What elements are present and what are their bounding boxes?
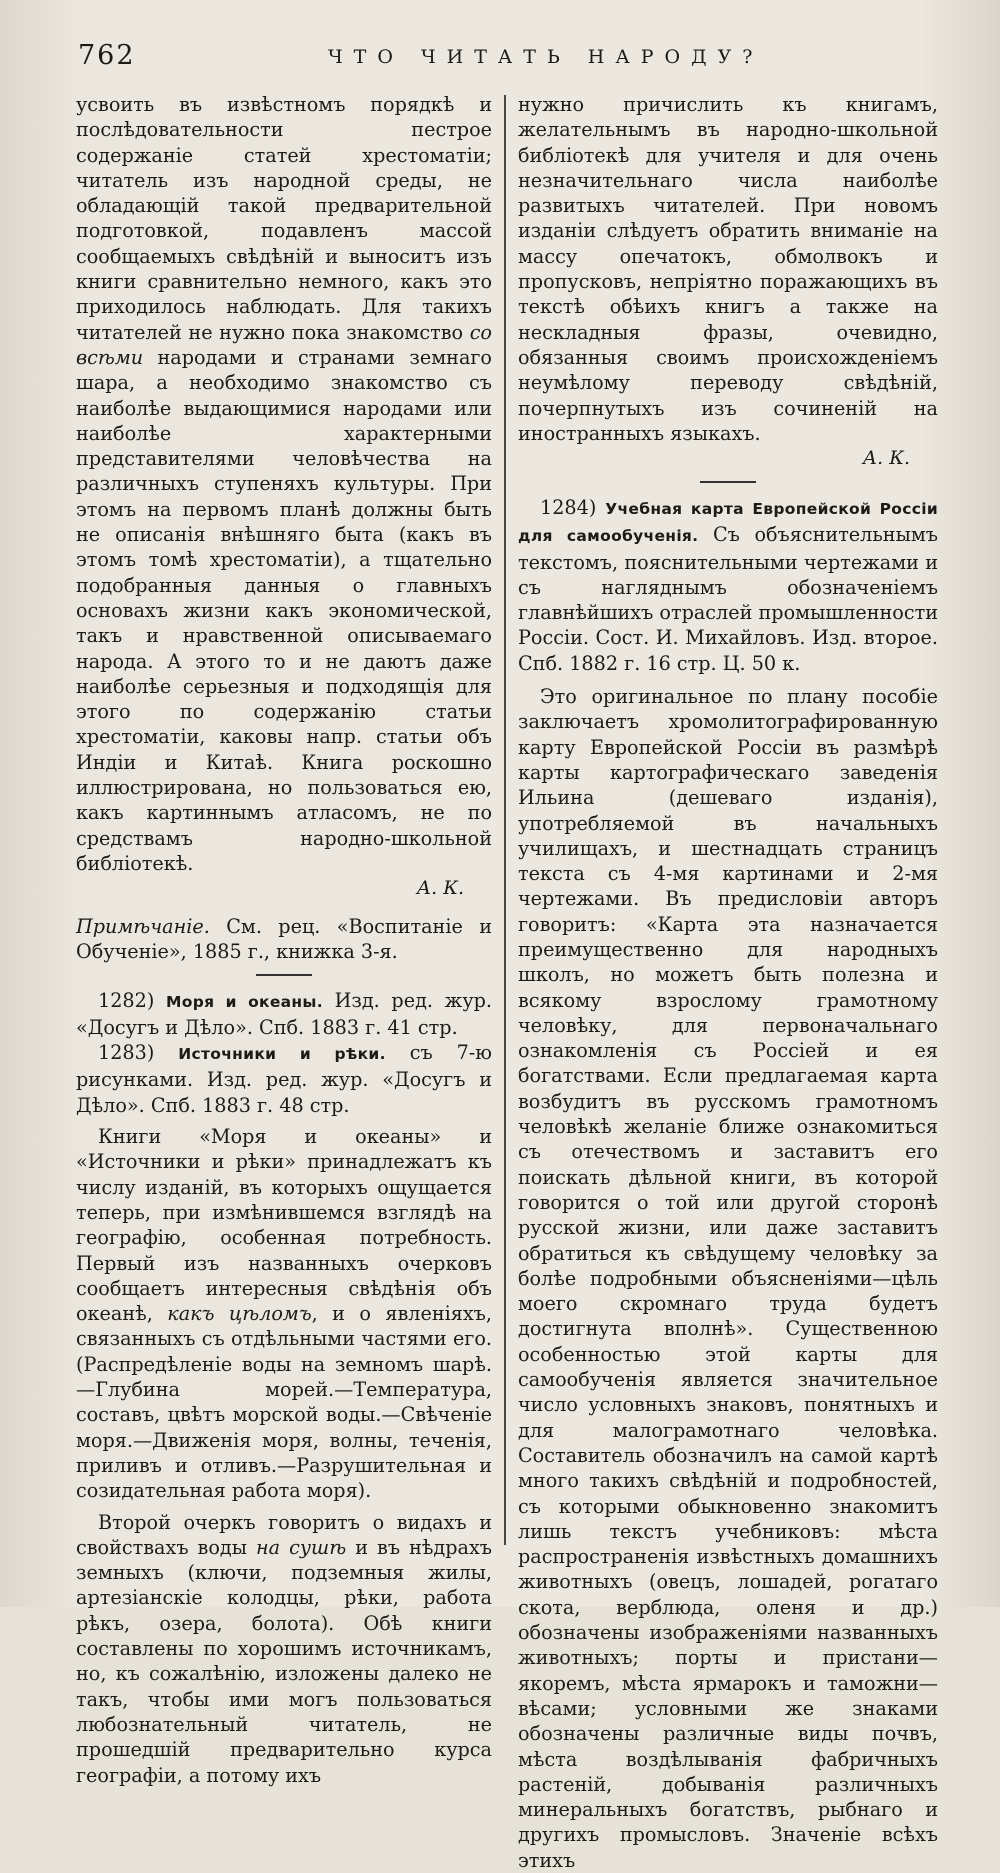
text-run: усвоить въ извѣстномъ порядкѣ и послѣдовательности пестрое содержаніе статей хрестоматіи; читатель изъ народной среды, не обладающій такой предварительной подготовкой, подавленъ массой сообщаемыхъ свѣдѣній и выноситъ изъ книги сравнительно немного, какъ это приходилось наблюдать. Для такихъ читателей не нужно пока знакомство <box>76 93 492 344</box>
text-run: , и о явленіяхъ, связанныхъ съ отдѣльными частями его. (Распредѣленіе воды на земномъ шарѣ.—Глубина морей.—Температура, составъ, цвѣтъ морской воды.—Свѣченіе моря.—Движенія моря, волны, теченія, приливъ и отливъ.—Разрушительная и созидательная работа моря). <box>76 1302 492 1503</box>
review-continuation-paragraph <box>76 92 492 876</box>
entry-number: 1283) <box>98 1041 179 1065</box>
text-run: Книги «Моря и океаны» и «Источники и рѣки» принадлежатъ къ числу изданій, въ которыхъ ощущается теперь, при измѣнившемся взглядѣ на географію, особенная потребность. Первый изъ названныхъ очерковъ сообщаетъ интересныя свѣдѣнія объ океанѣ, <box>76 1125 492 1326</box>
text-run: Второй очеркъ говоритъ о видахъ и свойствахъ воды <box>76 1510 492 1559</box>
section-rule <box>256 974 312 976</box>
page-number: 762 <box>78 40 136 71</box>
left-column <box>76 92 492 1788</box>
note-label: Примѣчаніе. <box>76 914 210 938</box>
column-divider <box>504 95 506 1545</box>
entry-details: Съ объяснительнымъ текстомъ, пояснительными чертежами и съ нагляднымъ обозначеніемъ главнѣйшихъ отраслей промышленности Россіи. Сост. И. Михайловъ. Изд. второе. Спб. 1882 г. 16 стр. Ц. 50 к. <box>518 523 938 675</box>
entry-1282 <box>76 988 492 1041</box>
entry-details: съ 7-ю рисунками. Изд. ред. жур. «Досугъ и Дѣло». Спб. 1883 г. 48 стр. <box>76 1041 492 1117</box>
entry-number: 1282) <box>98 988 167 1012</box>
review-continuation-paragraph: нужно причислить къ книгамъ, желательнымъ въ народно-школьной библіотекѣ для учителя и для очень незначительнаго числа наиболѣе развитыхъ читателей. При новомъ изданіи слѣдуетъ обратить вниманіе на массу опечатокъ, обмолвокъ и пропусковъ, непріятно поражающихъ въ текстѣ обѣихъ книгъ а также на нескладныя фразы, очевидно, обязанныя своимъ происхожденіемъ неумѣлому переводу свѣдѣній, почерпнутыхъ изъ сочиненій на иностранныхъ языкахъ. <box>518 93 938 445</box>
page-header <box>78 40 958 80</box>
entry-1284 <box>518 495 938 676</box>
review-paragraph <box>76 1124 492 1503</box>
entry-1283 <box>76 1040 492 1118</box>
running-title: ЧТО ЧИТАТЬ НАРОДУ? <box>328 46 764 68</box>
review-paragraph <box>76 1510 492 1788</box>
emphasis: какъ цѣломъ <box>167 1302 312 1326</box>
note-text: См. рец. «Воспитаніе и Обученіе», 1885 г., книжка 3-я. <box>76 914 492 963</box>
signature: А. К. <box>416 877 464 900</box>
note <box>76 914 492 965</box>
entry-title: Источники и рѣки. <box>178 1045 386 1064</box>
entry-title: Моря и океаны. <box>166 992 323 1011</box>
emphasis: со всѣми <box>76 320 492 369</box>
review-paragraph: Это оригинальное по плану пособіе заключаетъ хромолитографированную карту Европейской Россіи въ размѣрѣ карты картографическаго заведенія Ильина (дешеваго изданія), употребляемой въ начальныхъ училищахъ, и шестнадцать страницъ текста съ 4-мя картинами и 2-мя чертежами. Въ предисловіи авторъ говоритъ: «Карта эта назначается преимущественно для народныхъ школъ, но можетъ быть полезна и всякому взрослому грамотному человѣку, для первоначальнаго ознакомленія съ Россіей и ея богатствами. Если предлагаемая карта возбудитъ въ русскомъ грамотномъ человѣкѣ желаніе ближе ознакомиться съ отечествомъ и заставитъ его поискать дѣльной книги, въ которой говорится о той или другой сторонѣ русской жизни, или даже заставитъ обратиться къ свѣдущему человѣку за болѣе подробными объясненіями—цѣль моего скромнаго труда будетъ достигнута вполнѣ». Существенною особенностью этой карты для самообученія является значительное число условныхъ знаковъ, понятныхъ и для малограмотнаго человѣка. Составитель обозначилъ на самой картѣ много такихъ свѣдѣній и подробностей, съ которыми обыкновенно знакомитъ лишь текстъ учебниковъ: мѣста распространенія извѣстныхъ домашнихъ животныхъ (овецъ, лошадей, рогатаго скота, верблюда, оленя и др.) обозначены изображеніями названныхъ животныхъ; порты и пристани—якоремъ, мѣста ярмарокъ и таможни—вѣсами; условными же знаками обозначены различные виды почвъ, мѣста воздѣлыванія фабричныхъ растеній, добыванія различныхъ минеральныхъ богатствъ, рыбнаго и другихъ промысловъ. Значеніе всѣхъ этихъ <box>518 685 938 1872</box>
text-run: народами и странами земнаго шара, а необходимо знакомство съ наиболѣе выдающимися народами или наиболѣе характерными представителями человѣчества на различныхъ ступеняхъ культуры. При этомъ на первомъ планѣ должны быть не описанія внѣшняго быта (какъ въ этомъ томѣ хрестоматіи), а тщательно подобранныя данныя о главныхъ основахъ жизни какъ экономической, такъ и нравственной описываемаго народа. А этого то и не даютъ даже наиболѣе серьезныя и подходящія для этого по содержанію статьи хрестоматіи, каковы напр. статьи объ Индіи и Китаѣ. Книга роскошно иллюстрирована, но пользоваться ею, какъ картиннымъ атласомъ, не по средствамъ народно-школьной библіотекѣ. <box>76 345 492 875</box>
entry-title: Учебная карта Европейской Россіи для самообученія. <box>518 499 939 546</box>
section-rule <box>700 481 756 483</box>
entry-details: Изд. ред. жур. «Досугъ и Дѣло». Спб. 1883 г. 41 стр. <box>76 988 492 1039</box>
entry-number: 1284) <box>540 495 606 519</box>
signature: А. К. <box>862 447 910 470</box>
text-run: и въ нѣдрахъ земныхъ (ключи, подземныя жилы, артезіанскіе колодцы, рѣки, работа рѣкъ, озера, болота). Обѣ книги составлены по хорошимъ источникамъ, но, къ сожалѣнію, изложены далеко не такъ, чтобы ими могъ пользоваться любознательный читатель, не прошедшій предварительно курса географіи, а потому ихъ <box>76 1535 492 1787</box>
right-column <box>518 92 938 1873</box>
emphasis: на сушѣ <box>256 1535 347 1559</box>
